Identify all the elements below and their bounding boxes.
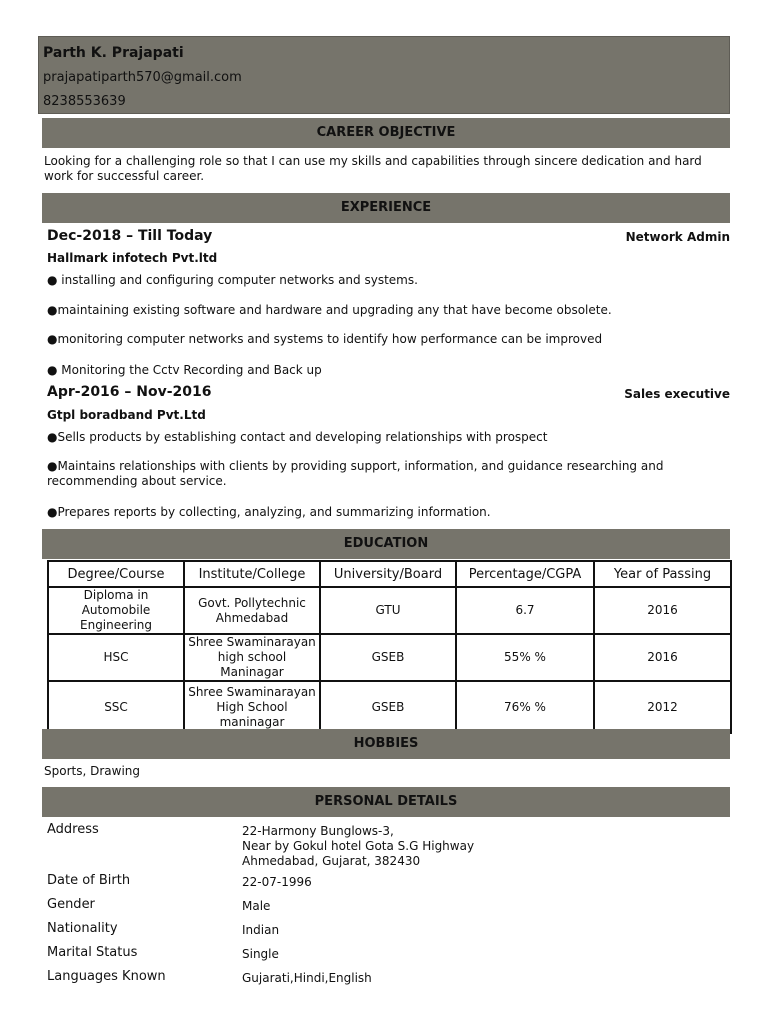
table-cell: 2016 [594,587,731,634]
job-2-role: Sales executive [624,387,730,401]
job-2-bullet-1: ●Sells products by establishing contact and developing relationships with prospect [47,430,548,444]
table-cell: GSEB [320,634,456,681]
table-row [48,634,731,681]
section-heading-education: EDUCATION [42,529,730,559]
table-cell: GSEB [320,681,456,733]
table-cell: GTU [320,587,456,634]
gender-label: Gender [47,897,95,912]
column-header: Degree/Course [48,561,184,587]
candidate-name: Parth K. Prajapati [43,45,184,61]
job-1-role: Network Admin [625,230,730,244]
dob-label: Date of Birth [47,873,131,888]
section-heading-personal: PERSONAL DETAILS [42,787,730,817]
table-cell: Shree Swaminarayan High School maninagar [184,681,320,733]
job-1-bullet-2: ●maintaining existing software and hardware and upgrading any that have become obsolete. [47,303,612,317]
job-2-company: Gtpl boradband Pvt.Ltd [47,408,206,422]
column-header: Institute/College [184,561,320,587]
address-label: Address [47,822,99,837]
job-1-bullet-3: ●monitoring computer networks and systems to identify how performance can be improved [47,332,603,346]
candidate-email: prajapatiparth570@gmail.com [43,70,242,85]
table-row [48,681,731,733]
address-line-3: Ahmedabad, Gujarat, 382430 [242,854,421,868]
table-cell: HSC [48,634,184,681]
education-header-row [48,561,731,587]
section-heading-experience: EXPERIENCE [42,193,730,223]
hobbies-text: Sports, Drawing [44,764,140,778]
job-2-bullet-2: ●Maintains relationships with clients by providing support, information, and guidance researching and recommending about service. [47,459,664,488]
address-line-1: 22-Harmony Bunglows-3, [242,824,394,838]
career-objective-text: Looking for a challenging role so that I can use my skills and capabilities through sincere dedication and hard work for successful career. [44,154,702,183]
gender-value: Male [242,899,271,913]
marital-status-label: Marital Status [47,945,138,960]
table-cell: 2012 [594,681,731,733]
column-header: Percentage/CGPA [456,561,594,587]
nationality-label: Nationality [47,921,118,936]
languages-value: Gujarati,Hindi,English [242,971,372,985]
dob-value: 22-07-1996 [242,875,312,889]
column-header: University/Board [320,561,456,587]
nationality-value: Indian [242,923,280,937]
job-1-period: Dec-2018 – Till Today [47,228,213,244]
address-line-2: Near by Gokul hotel Gota S.G Highway [242,839,475,853]
job-1-company: Hallmark infotech Pvt.ltd [47,251,218,265]
table-cell: SSC [48,681,184,733]
job-1-bullet-1: ● installing and configuring computer networks and systems. [47,273,418,287]
education-table [47,560,732,734]
job-2-period: Apr-2016 – Nov-2016 [47,384,212,400]
table-cell: Diploma in Automobile Engineering [48,587,184,634]
section-heading-career: CAREER OBJECTIVE [42,118,730,148]
table-cell: 2016 [594,634,731,681]
languages-label: Languages Known [47,969,166,984]
table-cell: Govt. Pollytechnic Ahmedabad [184,587,320,634]
marital-status-value: Single [242,947,279,961]
table-cell: 6.7 [456,587,594,634]
contact-header [38,36,730,114]
table-cell: 76% % [456,681,594,733]
job-2-bullet-3: ●Prepares reports by collecting, analyzing, and summarizing information. [47,505,491,519]
column-header: Year of Passing [594,561,731,587]
candidate-phone: 8238553639 [43,94,126,109]
table-row [48,587,731,634]
table-cell: 55% % [456,634,594,681]
job-1-bullet-4: ● Monitoring the Cctv Recording and Back up [47,363,322,377]
table-cell: Shree Swaminarayan high school Maninagar [184,634,320,681]
section-heading-hobbies: HOBBIES [42,729,730,759]
